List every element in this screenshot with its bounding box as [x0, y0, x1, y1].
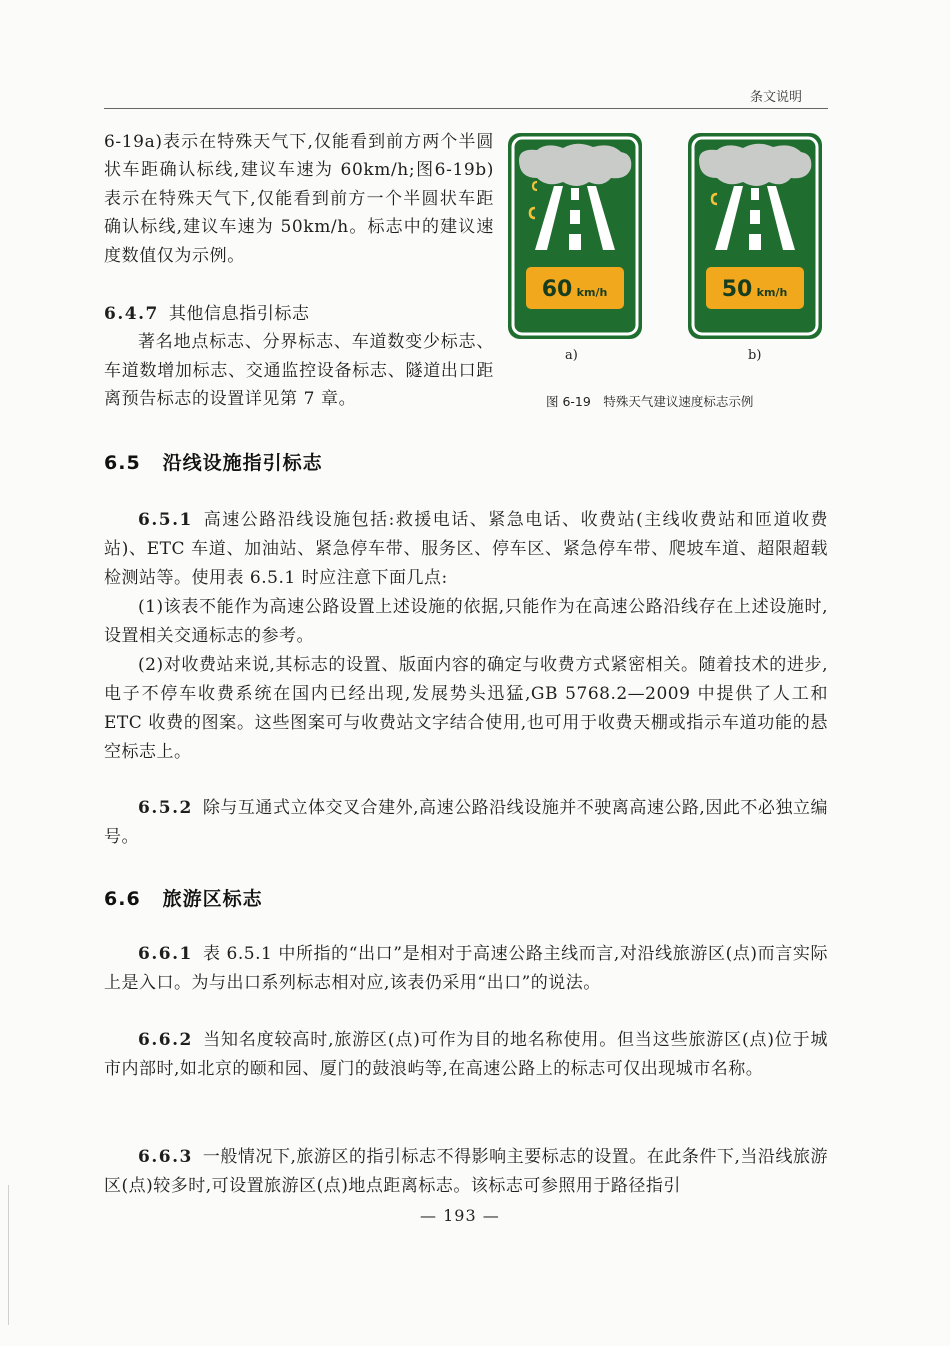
- figure-label-b: b): [748, 348, 762, 363]
- figure-caption: 图 6-19 特殊天气建议速度标志示例: [546, 394, 754, 409]
- fog-speed-sign-a: [507, 132, 643, 340]
- figure-label-a: a): [565, 348, 578, 363]
- speed-value: 60: [541, 277, 573, 302]
- paragraph-6-6-2: [104, 1026, 828, 1084]
- fog-speed-sign-b: [687, 132, 823, 340]
- paragraph-6-5-2: [104, 794, 828, 852]
- subsection-number: 6.4.7: [104, 304, 159, 325]
- paragraph-6-6-3: [104, 1143, 828, 1201]
- lane-dash: [569, 234, 581, 250]
- clause-number: 6.6.1: [138, 944, 193, 964]
- clause-text: 高速公路沿线设施包括:救援电话、紧急电话、收费站(主线收费站和匝道收费站)、ETC 车道、加油站、紧急停车带、服务区、停车区、紧急停车带、爬坡车道、超限超载检测站等。使用表 6.5.1 时应注意下面几点:: [104, 510, 828, 588]
- section-number: 6.5: [104, 452, 141, 474]
- lane-dash: [570, 210, 580, 224]
- page-edge-line: [8, 1185, 9, 1325]
- running-header: 条文说明: [750, 90, 803, 105]
- speed-panel: [706, 267, 804, 309]
- section-number: 6.6: [104, 888, 141, 910]
- speed-unit: km/h: [756, 286, 788, 299]
- speed-panel: [526, 267, 624, 309]
- speed-value: 50: [721, 277, 753, 302]
- clause-text: 当知名度较高时,旅游区(点)可作为目的地名称使用。但当这些旅游区(点)位于城市内部时,如北京的颐和园、厦门的鼓浪屿等,在高速公路上的标志可仅出现城市名称。: [104, 1030, 828, 1079]
- clause-text: 除与互通式立体交叉合建外,高速公路沿线设施并不驶离高速公路,因此不必独立编号。: [104, 798, 828, 847]
- lane-dash: [571, 188, 579, 200]
- clause-number: 6.5.1: [138, 510, 193, 530]
- clause-number: 6.6.2: [138, 1030, 193, 1050]
- subsection-title: 其他信息指引标志: [168, 304, 310, 325]
- clause-number: 6.6.3: [138, 1147, 193, 1167]
- paragraph-6-6-1: [104, 940, 828, 998]
- lane-dash: [751, 188, 759, 200]
- lane-dash: [749, 234, 761, 250]
- list-item-2: (2)对收费站来说,其标志的设置、版面内容的确定与收费方式紧密相关。随着技术的进步,电子不停车收费系统在国内已经出现,发展势头迅猛,GB 5768.2—2009 中提供了人工和 ETC 收费的图案。这些图案可与收费站文字结合使用,也可用于收费天棚或指示车道功能的悬空标志上。: [104, 655, 828, 762]
- clause-text: 一般情况下,旅游区的指引标志不得影响主要标志的设置。在此条件下,当沿线旅游区(点)较多时,可设置旅游区(点)地点距离标志。该标志可参照用于路径指引: [104, 1147, 828, 1196]
- list-item-1: (1)该表不能作为高速公路设置上述设施的依据,只能作为在高速公路沿线存在上述设施时,设置相关交通标志的参考。: [104, 597, 828, 646]
- continuation-paragraph: 6-19a)表示在特殊天气下,仅能看到前方两个半圆状车距确认标线,建议车速为 60km/h;图6-19b)表示在特殊天气下,仅能看到前方一个半圆状车距确认标线,建议车速为 50km/h。标志中的建议速度数值仅为示例。: [104, 132, 494, 266]
- section-title: 沿线设施指引标志: [162, 452, 323, 474]
- paragraph-6-5-1: [104, 506, 828, 767]
- speed-unit: km/h: [576, 286, 608, 299]
- subsection-body: 著名地点标志、分界标志、车道数变少标志、车道数增加标志、交通监控设备标志、隧道出口距离预告标志的设置详见第 7 章。: [104, 332, 494, 410]
- subsection-heading-6-4-7: [104, 300, 494, 328]
- header-rule: [104, 108, 828, 109]
- left-text-column: [104, 128, 494, 414]
- figure-6-19: [502, 128, 832, 418]
- clause-number: 6.5.2: [138, 798, 193, 818]
- section-heading-6-6: [104, 884, 263, 911]
- page-number: — 193 —: [420, 1206, 500, 1225]
- clause-text: 表 6.5.1 中所指的“出口”是相对于高速公路主线而言,对沿线旅游区(点)而言实际上是入口。为与出口系列标志相对应,该表仍采用“出口”的说法。: [104, 944, 828, 993]
- section-heading-6-5: [104, 448, 323, 475]
- lane-dash: [750, 210, 760, 224]
- section-title: 旅游区标志: [162, 888, 263, 910]
